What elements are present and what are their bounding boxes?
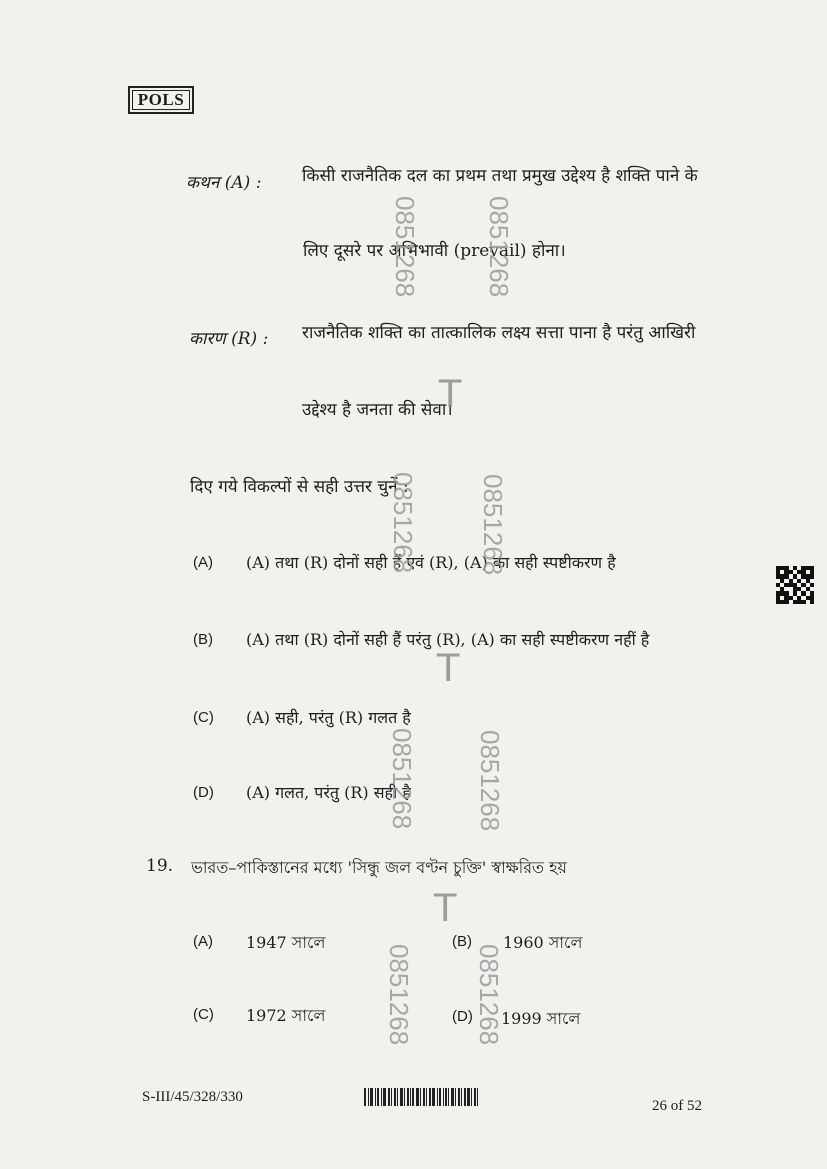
reason-label: कारण (R) :: [189, 329, 269, 349]
watermark-code: 0851268: [484, 196, 514, 298]
option-c-letter: (C): [193, 709, 214, 726]
paper-code: S-III/45/328/330: [142, 1089, 243, 1105]
watermark-code: 0851268: [478, 474, 508, 576]
assertion-label: कथन (A) :: [186, 173, 262, 193]
watermark-code: 0851268: [390, 196, 420, 298]
q19-option-a-letter: (A): [193, 933, 213, 950]
watermark-code: 0851268: [474, 944, 504, 1046]
watermark-code: 0851268: [388, 472, 418, 574]
q19-option-c-letter: (C): [193, 1006, 214, 1023]
instruction-text: दिए गये विकल्पों से सही उत्तर चुनें :: [190, 477, 409, 497]
subject-code: POLS: [137, 90, 185, 109]
reason-line-2: उद्देश्य है जनता की सेवा।: [302, 400, 453, 420]
option-b-letter: (B): [193, 631, 213, 648]
qr-code: [776, 566, 814, 604]
option-d-letter: (D): [193, 784, 214, 801]
q19-option-a-text: 1947 সালে: [246, 933, 326, 952]
option-a-letter: (A): [193, 554, 213, 571]
option-b-text: (A) तथा (R) दोनों सही हैं परंतु (R), (A) का सही स्पष्टीकरण नहीं है: [246, 630, 650, 649]
assertion-line-1: किसी राजनैतिक दल का प्रथम तथा प्रमुख उद्देश्य है शक्ति पाने के: [302, 166, 698, 186]
watermark-code: 0851268: [475, 730, 505, 832]
page-number: 26 of 52: [652, 1098, 702, 1114]
option-d-text: (A) गलत, परंतु (R) सही है: [246, 783, 411, 802]
question-19-number: 19.: [146, 856, 174, 876]
watermark-code: 0851268: [384, 944, 414, 1046]
watermark-letter: T: [438, 372, 463, 416]
question-19-text: ভারত–পাকিস্তানের মধ্যে 'সিন্ধু জল বণ্টন চুক্তি' স্বাক্ষরিত হয়: [191, 858, 567, 877]
subject-code-box: [128, 86, 194, 114]
watermark-letter: T: [436, 646, 461, 690]
q19-option-d-letter: (D): [452, 1008, 473, 1025]
barcode: [364, 1088, 510, 1106]
reason-line-1: राजनैतिक शक्ति का तात्कालिक लक्ष्य सत्ता पाना है परंतु आखिरी: [302, 323, 696, 343]
option-a-text: (A) तथा (R) दोनों सही हैं एवं (R), (A) का सही स्पष्टीकरण है: [246, 553, 616, 572]
watermark-code: 0851268: [387, 728, 417, 830]
q19-option-c-text: 1972 সালে: [246, 1006, 326, 1025]
assertion-line-2: लिए दूसरे पर अभिभावी (prevail) होना।: [303, 241, 566, 261]
q19-option-b-text: 1960 সালে: [503, 933, 583, 952]
q19-option-d-text: 1999 সালে: [501, 1009, 581, 1028]
q19-option-b-letter: (B): [452, 933, 472, 950]
option-c-text: (A) सही, परंतु (R) गलत है: [246, 708, 411, 727]
watermark-letter: T: [433, 886, 458, 930]
